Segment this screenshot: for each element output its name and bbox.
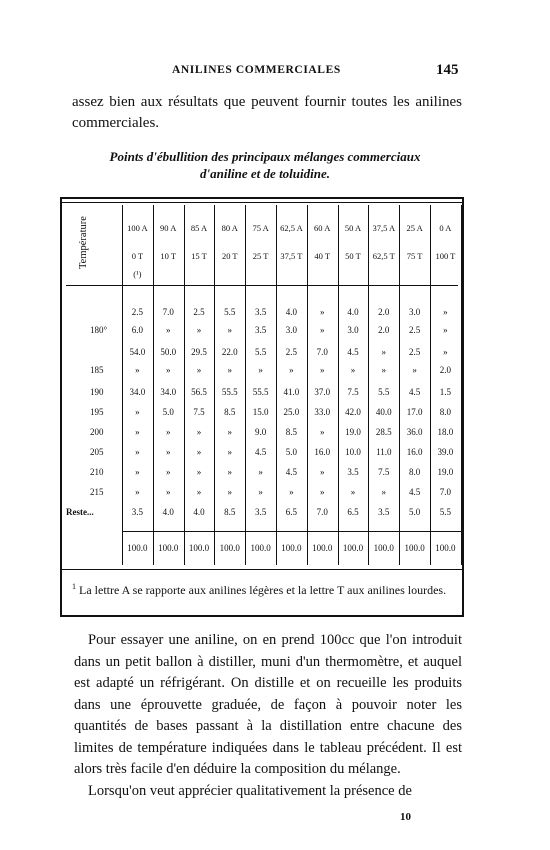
table-cell: 5.0	[162, 407, 174, 417]
total-cell: 100.0	[404, 543, 425, 553]
table-cell: 42.0	[345, 407, 361, 417]
table-cell: »	[196, 365, 202, 375]
table-cell: 15.0	[252, 407, 269, 417]
table-cell: 34.0	[160, 387, 177, 397]
table-cell: »	[319, 427, 325, 437]
column-header-t: 20 T	[221, 251, 238, 261]
table-footnote	[72, 579, 456, 598]
table-cell: »	[227, 447, 233, 457]
table-cell: »	[289, 365, 294, 375]
table-cell: »	[227, 365, 233, 375]
footnote-mark: 1	[72, 582, 76, 591]
table-cell: »	[227, 427, 233, 437]
table-cell: »	[135, 407, 140, 417]
table-cell: 6.0	[131, 325, 144, 335]
table-cell: 28.5	[375, 427, 392, 437]
table-cell: 7.0	[316, 347, 328, 357]
table-cell: »	[350, 365, 356, 375]
table-cell: 39.0	[437, 447, 454, 457]
table-cell: »	[443, 307, 448, 317]
table-cell: 6.5	[347, 507, 359, 517]
table-cell: 4.5	[285, 467, 298, 477]
table-cell: »	[196, 427, 202, 437]
total-cell: 100.0	[158, 543, 179, 553]
table-cell: 4.5	[347, 347, 359, 357]
body-paragraph-2: Lorsqu'on veut apprécier qualitativement la présence de	[88, 782, 412, 799]
body-text	[74, 630, 462, 802]
table-cell: 3.0	[408, 307, 421, 317]
row-label: 210	[90, 467, 104, 477]
column-header-t: 62,5 T	[372, 251, 395, 261]
column-header-t: 100 T	[435, 251, 456, 261]
table-cell: 5.5	[224, 307, 236, 317]
table-cell: »	[319, 487, 325, 497]
table-cell: 3.5	[254, 307, 267, 317]
table-cell: »	[227, 467, 233, 477]
total-cell: 100.0	[219, 543, 240, 553]
table-cell: 55.5	[221, 387, 238, 397]
table-cell: »	[227, 325, 233, 335]
temperature-header: Température	[78, 216, 89, 269]
table-cell: »	[319, 365, 325, 375]
table-cell: 2.5	[193, 307, 205, 317]
table-cell: »	[196, 325, 202, 335]
table-cell: »	[289, 487, 294, 497]
table-cell: 3.5	[254, 507, 267, 517]
caption-line-1: Points d'ébullition des principaux mélanges commerciaux	[109, 149, 421, 164]
column-header-a: 100 A	[127, 223, 148, 233]
signature-mark: 10	[400, 811, 411, 823]
table-cell: 2.5	[408, 347, 421, 357]
table-cell: 3.5	[378, 507, 390, 517]
table-cell: »	[196, 487, 202, 497]
table-cell: 19.0	[437, 467, 454, 477]
table-cell: 9.0	[254, 427, 267, 437]
table-cell: 18.0	[437, 427, 454, 437]
table-cell: 2.5	[408, 325, 421, 335]
table-caption	[60, 148, 470, 182]
table-cell: »	[381, 365, 387, 375]
table-cell: »	[443, 347, 448, 357]
table-cell: 5.5	[254, 347, 267, 357]
row-label: 215	[90, 487, 104, 497]
table-cell: 3.5	[254, 325, 267, 335]
row-label: 185	[90, 365, 104, 375]
table-cell: 7.0	[439, 487, 452, 497]
table-cell: 33.0	[314, 407, 331, 417]
row-label: 205	[90, 447, 104, 457]
table-cell: »	[165, 467, 171, 477]
table-cell: 25.0	[283, 407, 300, 417]
column-header-t: 10 T	[160, 251, 177, 261]
row-label: 200	[90, 427, 104, 437]
table-cell: 34.0	[129, 387, 146, 397]
column-header-note: (¹)	[133, 269, 142, 279]
table-cell: 2.0	[439, 365, 452, 375]
caption-line-2: d'aniline et de toluidine.	[199, 166, 330, 181]
table-cell: 22.0	[221, 347, 238, 357]
table-cell: »	[258, 467, 263, 477]
table-cell: »	[319, 307, 325, 317]
table-cell: 50.0	[160, 347, 177, 357]
column-header-t: 15 T	[191, 251, 207, 261]
table-cell: 11.0	[376, 447, 392, 457]
table-cell: 7.0	[162, 307, 174, 317]
table-cell: 17.0	[406, 407, 423, 417]
table-cell: »	[196, 467, 202, 477]
table-cell: 8.5	[224, 507, 236, 517]
column-header-t: 75 T	[406, 251, 423, 261]
table-cell: »	[165, 325, 171, 335]
row-label: 195	[90, 407, 104, 417]
table-cell: 8.5	[285, 427, 298, 437]
column-header-a: 60 A	[314, 223, 331, 233]
table-cell: 19.0	[345, 427, 361, 437]
table-cell: »	[258, 365, 263, 375]
table-cell: »	[381, 347, 387, 357]
table-cell: »	[227, 487, 233, 497]
column-header-a: 0 A	[439, 223, 452, 233]
row-label: Reste...	[66, 507, 94, 517]
table-cell: 2.0	[378, 325, 390, 335]
table-cell: »	[135, 427, 140, 437]
intro-paragraph: assez bien aux résultats que peuvent fournir toutes les anilines commerciales.	[72, 94, 462, 131]
total-cell: 100.0	[281, 543, 302, 553]
boiling-point-table	[60, 197, 464, 617]
column-header-a: 25 A	[406, 223, 423, 233]
table-cell: 4.5	[408, 387, 421, 397]
table-cell: »	[165, 487, 171, 497]
table-cell: 6.5	[285, 507, 298, 517]
table-cell: 5.5	[439, 507, 452, 517]
table-cell: »	[165, 447, 171, 457]
table-cell: 5.0	[285, 447, 298, 457]
column-header-t: 40 T	[314, 251, 331, 261]
table-cell: 4.0	[347, 307, 359, 317]
column-header-a: 80 A	[221, 223, 238, 233]
total-cell: 100.0	[435, 543, 456, 553]
table-cell: 7.0	[316, 507, 328, 517]
column-header-t: 50 T	[345, 251, 361, 261]
table-inner-rule	[62, 202, 462, 203]
table-cell: 3.0	[347, 325, 359, 335]
table-cell: 1.5	[439, 387, 452, 397]
table-cell: 41.0	[283, 387, 300, 397]
table-cell: »	[412, 365, 417, 375]
header-rule	[66, 285, 458, 286]
table-cell: 37.0	[314, 387, 331, 397]
table-cell: 5.5	[378, 387, 390, 397]
column-header-a: 50 A	[344, 223, 362, 233]
running-title: ANILINES COMMERCIALES	[172, 64, 341, 76]
table-cell: 54.0	[129, 347, 146, 357]
row-label: 190	[90, 387, 104, 397]
table-cell: 10.0	[345, 447, 361, 457]
footnote-text: La lettre A se rapporte aux anilines légères et la lettre T aux anilines lourdes.	[79, 583, 447, 597]
table-cell: »	[350, 487, 356, 497]
table-cell: »	[258, 487, 263, 497]
table-cell: 7.5	[378, 467, 390, 477]
table-cell: »	[381, 487, 387, 497]
table-cell: »	[443, 325, 448, 335]
column-header-a: 37,5 A	[372, 223, 396, 233]
total-cell: 100.0	[373, 543, 394, 553]
row-label: 180°	[90, 325, 108, 335]
table-cell: 56.5	[191, 387, 207, 397]
column-header-a: 62,5 A	[280, 223, 303, 233]
total-cell: 100.0	[250, 543, 271, 553]
table-cell: 16.0	[314, 447, 331, 457]
table-cell: 55.5	[252, 387, 269, 397]
table-cell: 3.5	[347, 467, 359, 477]
table-cell: 4.0	[285, 307, 298, 317]
column-header-t: 0 T	[131, 251, 144, 261]
table-cell: »	[135, 447, 140, 457]
table-cell: 16.0	[406, 447, 423, 457]
column-header-t: 25 T	[252, 251, 269, 261]
table-cell: 8.0	[408, 467, 421, 477]
footnote-rule	[62, 569, 462, 570]
page-number: 145	[436, 62, 459, 78]
table-cell: 4.0	[162, 507, 174, 517]
table-cell: 2.0	[378, 307, 390, 317]
total-cell: 100.0	[342, 543, 364, 553]
body-paragraph-1: Pour essayer une aniline, on en prend 100cc que l'on introduit dans un petit ballon à distiller, muni d'un thermomètre, et auquel est adapté un réfrigérant. On distille et on recueille les produits dans une éprouvette graduée, de façon à pouvoir noter les quantités de bases passant à la distillation entre chacune des limites de température indiquées dans le tableau précédent. Il est alors très facile d'en déduire la composition du mélange.	[74, 632, 462, 777]
table-cell: »	[319, 325, 325, 335]
table-cell: »	[135, 487, 140, 497]
table-cell: 5.0	[408, 507, 421, 517]
column-header-t: 37,5 T	[280, 251, 303, 261]
table-cell: 7.5	[347, 387, 359, 397]
column-header-a: 85 A	[190, 223, 208, 233]
table-cell: »	[135, 467, 140, 477]
total-cell: 100.0	[127, 543, 148, 553]
table-cell: »	[135, 365, 140, 375]
table-cell: »	[165, 427, 171, 437]
column-header-a: 75 A	[252, 223, 269, 233]
table-cell: 8.0	[439, 407, 452, 417]
table-cell: »	[165, 365, 171, 375]
column-header-a: 90 A	[160, 223, 177, 233]
totals-rule	[122, 531, 461, 532]
table-cell: 29.5	[191, 347, 207, 357]
table-cell: 4.5	[408, 487, 421, 497]
table-cell: 3.5	[131, 507, 144, 517]
table-cell: 2.5	[285, 347, 298, 357]
table-cell: »	[319, 467, 325, 477]
table-cell: 4.5	[254, 447, 267, 457]
total-cell: 100.0	[312, 543, 333, 553]
table-cell: 4.0	[193, 507, 205, 517]
table-cell: 40.0	[375, 407, 392, 417]
column-rule	[461, 205, 462, 565]
table-cell: 8.5	[224, 407, 236, 417]
table-cell: 2.5	[131, 307, 144, 317]
table-cell: 36.0	[406, 427, 423, 437]
running-head	[0, 62, 550, 80]
table-cell: »	[196, 447, 202, 457]
table-cell: 7.5	[193, 407, 205, 417]
total-cell: 100.0	[188, 543, 210, 553]
table-cell: 3.0	[285, 325, 298, 335]
